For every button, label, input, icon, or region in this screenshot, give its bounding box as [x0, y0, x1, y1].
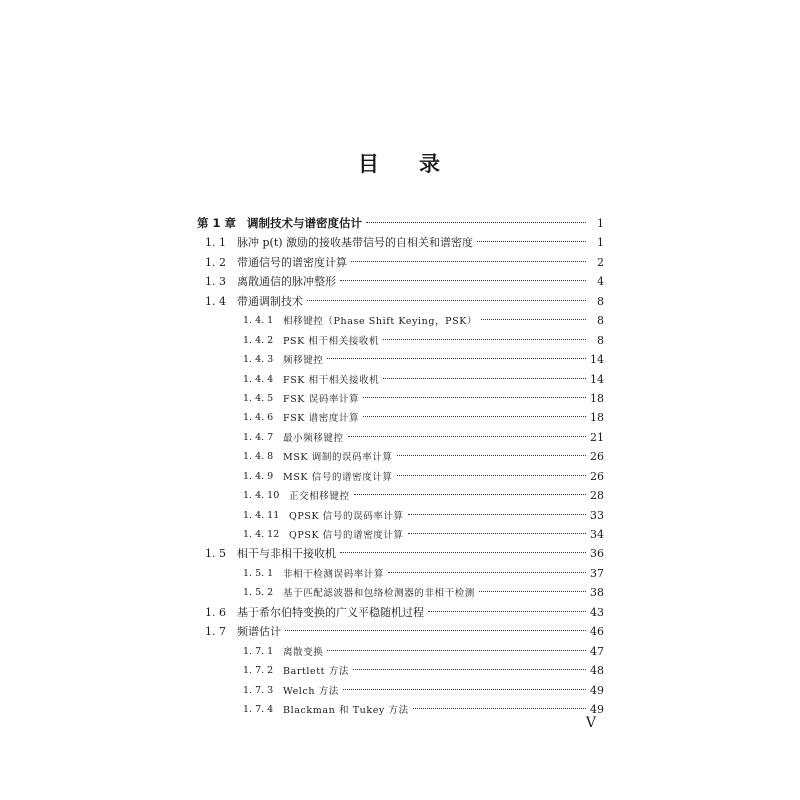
dot-leader	[397, 474, 586, 476]
toc-entry-title: QPSK 信号的谱密度计算	[289, 530, 404, 541]
dot-leader	[353, 668, 586, 670]
dot-leader	[363, 415, 586, 417]
dot-leader	[413, 707, 586, 709]
dot-leader	[481, 318, 586, 320]
toc-subsection-entry	[0, 700, 800, 719]
toc-entry-title: 频谱估计	[237, 625, 281, 639]
toc-entry-number: 1. 4. 4	[243, 373, 274, 385]
toc-entry-page: 36	[590, 547, 604, 561]
toc-entry-line	[237, 292, 604, 311]
toc-entry-line	[283, 447, 604, 467]
dot-leader	[285, 629, 586, 631]
dot-leader	[340, 551, 586, 553]
toc-entry-number: 1. 7. 3	[243, 684, 274, 696]
toc-entry-page: 49	[590, 683, 604, 697]
toc-entry-page: 18	[590, 391, 604, 405]
toc-entry-page: 8	[597, 333, 604, 347]
toc-section-entry	[0, 603, 800, 622]
toc-subsection-entry	[0, 506, 800, 525]
toc-subsection-entry	[0, 389, 800, 408]
toc-entry-line	[289, 506, 604, 526]
toc-entry-line	[283, 467, 604, 487]
dot-leader	[351, 260, 586, 262]
dot-leader	[388, 571, 586, 573]
dot-leader	[354, 493, 586, 495]
toc-entry-title: 调制技术与谱密度估计	[247, 216, 362, 230]
toc-entry-line	[283, 681, 604, 701]
dot-leader	[343, 688, 586, 690]
toc-section-entry	[0, 253, 800, 272]
toc-section-entry	[0, 272, 800, 291]
toc-entry-page: 26	[590, 450, 604, 464]
toc-subsection-entry	[0, 642, 800, 661]
toc-entry-page: 28	[590, 489, 604, 503]
toc-entry-number: 1. 7. 1	[243, 645, 274, 657]
toc-entry-page: 1	[597, 236, 604, 250]
toc-entry-number: 1. 4. 5	[243, 392, 274, 404]
toc-entry-page: 33	[590, 508, 604, 522]
toc-entry-line	[247, 214, 604, 233]
dot-leader	[340, 279, 586, 281]
toc-entry-page: 47	[590, 644, 604, 658]
toc-entry-number: 1. 6	[205, 605, 226, 619]
dot-leader	[307, 299, 586, 301]
dot-leader	[366, 221, 586, 223]
dot-leader	[327, 357, 586, 359]
toc-entry-title: Bartlett 方法	[283, 666, 349, 678]
toc-entry-title: MSK 调制的误码率计算	[283, 452, 393, 464]
toc-entry-line	[237, 544, 604, 563]
toc-entry-line	[283, 389, 604, 409]
toc-entry-line	[237, 603, 604, 622]
toc-entry-title: 基于希尔伯特变换的广义平稳随机过程	[237, 605, 424, 619]
toc-entry-page: 21	[590, 430, 604, 444]
dot-leader	[383, 338, 586, 340]
toc-entry-title: 离散变换	[283, 646, 324, 658]
toc-subsection-entry	[0, 350, 800, 369]
toc-entry-page: 48	[590, 664, 604, 678]
toc-subsection-entry	[0, 467, 800, 486]
dot-leader	[428, 610, 586, 612]
toc-entry-number: 1. 7. 4	[243, 703, 274, 715]
toc-entry-line	[237, 272, 604, 291]
toc-entry-title: 频移键控	[283, 355, 324, 367]
dot-leader	[408, 532, 586, 534]
toc-entry-page: 14	[590, 353, 604, 367]
toc-entry-line	[283, 700, 604, 720]
toc-entry-number: 1. 1	[205, 236, 226, 250]
toc-entry-title: 脉冲 p(t) 激励的接收基带信号的自相关和谱密度	[237, 236, 474, 250]
toc-entry-number: 1. 4. 1	[243, 315, 274, 327]
dot-leader	[363, 396, 586, 398]
toc-subsection-entry	[0, 583, 800, 602]
toc-entry-title: 最小频移键控	[283, 432, 344, 444]
toc-entry-number: 1. 7. 2	[243, 665, 274, 677]
toc-entry-page: 38	[590, 586, 604, 600]
toc-entry-number: 1. 4. 12	[243, 529, 280, 540]
toc-entry-title: QPSK 信号的误码率计算	[289, 510, 404, 522]
toc-entry-title: 相干与非相干接收机	[237, 547, 336, 561]
toc-subsection-entry	[0, 447, 800, 466]
toc-subsection-entry	[0, 564, 800, 583]
toc-entry-number: 1. 4. 9	[243, 470, 274, 482]
toc-entry-title: 相移键控（Phase Shift Keying，PSK）	[283, 316, 478, 328]
toc-entry-line	[237, 253, 604, 272]
toc-entry-title: 离散通信的脉冲整形	[237, 275, 336, 289]
toc-subsection-entry	[0, 311, 800, 330]
toc-entry-number: 1. 4. 2	[243, 334, 274, 346]
toc-subsection-entry	[0, 428, 800, 447]
toc-entry-line	[283, 350, 604, 370]
dot-leader	[397, 454, 586, 456]
toc-entry-title: Blackman 和 Tukey 方法	[283, 704, 409, 716]
dot-leader	[348, 435, 586, 437]
title-char-left: 目	[358, 152, 381, 176]
toc-entry-number: 1. 7	[205, 625, 226, 639]
dot-leader	[408, 513, 586, 515]
toc-section-entry	[0, 292, 800, 311]
toc-chapter-entry	[0, 214, 800, 233]
toc-entry-title: MSK 信号的谱密度计算	[283, 471, 393, 483]
toc-entry-title: 非相干检测误码率计算	[283, 568, 385, 580]
toc-entry-number: 1. 5. 2	[243, 587, 274, 599]
toc-entry-page: 43	[590, 605, 604, 619]
toc-entry-number: 第 1 章	[197, 216, 237, 230]
toc-entry-page: 26	[590, 469, 604, 483]
toc-entry-number: 1. 4. 10	[243, 490, 280, 502]
toc-entry-number: 1. 5. 1	[243, 567, 274, 579]
toc-entry-page: 46	[590, 625, 604, 639]
page-title	[0, 148, 800, 178]
toc-entry-page: 34	[590, 528, 604, 541]
toc-entry-line	[283, 311, 604, 331]
toc-entry-number: 1. 3	[205, 275, 226, 289]
toc-entry-number: 1. 4. 3	[243, 354, 274, 366]
dot-leader	[383, 377, 586, 379]
dot-leader	[327, 649, 586, 651]
toc-entry-number: 1. 2	[205, 255, 226, 269]
toc-subsection-entry	[0, 486, 800, 505]
toc-entry-number: 1. 5	[205, 547, 226, 561]
toc-entry-title: 正交相移键控	[289, 491, 350, 503]
toc-subsection-entry	[0, 525, 800, 544]
toc-entry-page: 1	[597, 217, 604, 230]
toc-entry-line	[289, 525, 604, 545]
toc-entry-line	[283, 408, 604, 428]
toc-entry-number: 1. 4. 11	[243, 509, 280, 521]
toc-subsection-entry	[0, 408, 800, 427]
toc-section-entry	[0, 233, 800, 252]
toc-entry-line	[283, 564, 604, 584]
toc-entry-line	[283, 583, 604, 603]
toc-entry-page: 2	[597, 255, 604, 269]
toc-entry-line	[283, 642, 604, 662]
toc-entry-title: PSK 相干相关接收机	[283, 335, 380, 347]
toc-entry-page: 18	[590, 411, 604, 425]
toc-entry-line	[283, 661, 604, 681]
toc-entry-title: FSK 相干相关接收机	[283, 374, 380, 386]
toc-entry-line	[283, 370, 604, 390]
toc-entry-title: FSK 谱密度计算	[283, 413, 360, 425]
toc-subsection-entry	[0, 331, 800, 350]
toc-entry-line	[237, 622, 604, 641]
toc-section-entry	[0, 622, 800, 641]
toc-subsection-entry	[0, 681, 800, 700]
toc-entry-title: 基于匹配滤波器和包络检测器的非相干检测	[283, 588, 475, 600]
toc-entry-number: 1. 4. 8	[243, 451, 274, 463]
toc-entry-title: 带通调制技术	[237, 294, 303, 308]
toc-entry-line	[283, 428, 604, 448]
toc-entry-page: 4	[597, 275, 604, 289]
toc-entry-number: 1. 4. 7	[243, 431, 274, 443]
table-of-contents	[0, 214, 800, 719]
toc-entry-title: 带通信号的谱密度计算	[237, 255, 347, 269]
toc-section-entry	[0, 544, 800, 563]
toc-entry-page: 8	[597, 314, 604, 328]
toc-entry-line	[289, 486, 604, 506]
dot-leader	[477, 240, 586, 242]
toc-entry-number: 1. 4	[205, 294, 226, 308]
toc-subsection-entry	[0, 370, 800, 389]
toc-entry-title: FSK 误码率计算	[283, 393, 360, 405]
toc-entry-page: 49	[590, 702, 604, 716]
toc-entry-number: 1. 4. 6	[243, 412, 274, 424]
toc-entry-line	[237, 233, 604, 252]
dot-leader	[479, 590, 586, 592]
toc-entry-line	[283, 331, 604, 351]
toc-entry-page: 8	[597, 294, 604, 308]
toc-entry-title: Welch 方法	[283, 685, 339, 697]
page-number: V	[585, 715, 596, 731]
title-char-right: 录	[419, 152, 442, 176]
toc-entry-page: 37	[590, 566, 604, 580]
toc-subsection-entry	[0, 661, 800, 680]
toc-entry-page: 14	[590, 372, 604, 386]
